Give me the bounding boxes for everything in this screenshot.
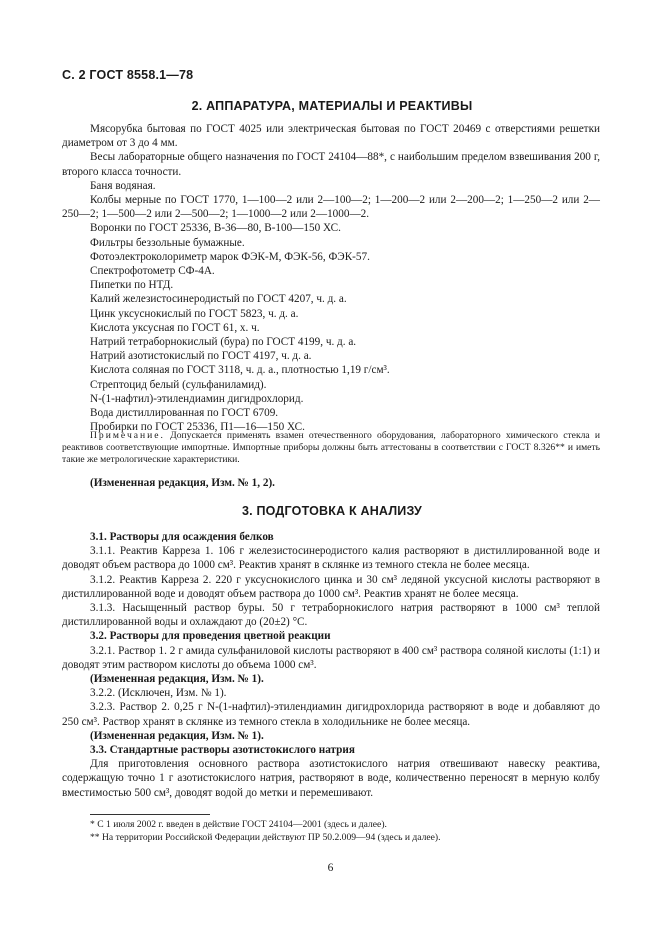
paragraph: 3.2.2. (Исключен, Изм. № 1). [90,687,227,700]
page-header: С. 2 ГОСТ 8558.1—78 [62,68,194,82]
list-item: Воронки по ГОСТ 25336, В-36—80, В-100—150 ХС. [90,222,341,235]
list-item: Калий железистосинеродистый по ГОСТ 4207, ч. д. а. [90,293,347,306]
amendment-note: (Измененная редакция, Изм. № 1, 2). [90,477,275,489]
list-item: Фильтры беззольные бумажные. [90,236,245,249]
list-item: Вода дистиллированная по ГОСТ 6709. [90,407,279,420]
paragraph: 3.2.3. Раствор 2. 0,25 г N-(1-нафтил)-этилендиамин дигидрохлорида растворяют в воде и добавляют до 250 см³. Раствор хранят в склянке из темного стекла в холодильнике не более месяца. [62,701,600,728]
section-2-items [62,122,600,434]
list-item: Колбы мерные по ГОСТ 1770, 1—100—2 или 2—100—2; 1—200—2 или 2—200—2; 1—250—2 или 2—250—2; 1—500—2 или 2—500—2; 1—1000—2 или 2—1000—2. [62,194,600,221]
paragraph: 3.1.2. Реактив Карреза 2. 220 г уксуснокислого цинка и 30 см³ ледяной уксусной кислоты растворяют в дистиллированной воде и доводят объем раствора до 1000 см³. Реактив хранят не более месяца. [62,573,600,600]
note-text: Допускается применять взамен отечественного оборудования, лабораторного химического стекла и реактивов соответствующие импортные. Импортные приборы должны быть аттестованы в соответствии с ГОСТ 8.326** и иметь такие же метрологические характеристики. [62,430,600,466]
section-2-note [62,430,600,467]
section-3-body [62,530,600,800]
section-2-amendment [62,476,600,490]
paragraph: 3.1.3. Насыщенный раствор буры. 50 г тетраборнокислого натрия растворяют в 1000 см³ теплой дистиллированной воды и охлаждают до (20±2) °С. [62,602,600,629]
list-item: Спектрофотометр СФ-4А. [90,265,215,278]
paragraph: Для приготовления основного раствора азотистокислого натрия отвешивают навеску реактива, содержащую точно 1 г азотистокислого натрия, растворяют в воде, количественно переносят в мерную колбу вместимостью 500 см³, доводят водой до метки и перемешивают. [62,758,600,799]
list-item: Кислота уксусная по ГОСТ 61, х. ч. [90,321,260,334]
footnote-divider [90,814,210,815]
amendment-note: (Измененная редакция, Изм. № 1). [90,729,264,742]
list-item: Пипетки по НТД. [90,279,174,292]
list-item: Весы лабораторные общего назначения по ГОСТ 24104—88*, с наибольшим пределом взвешивания 200 г, второго класса точности. [62,151,600,178]
paragraph: 3.1.1. Реактив Карреза 1. 106 г железистосинеродистого калия растворяют в дистиллированной воде и доводят объем раствора до 1000 см³. Реактив хранят в склянке из темного стекла не более месяца. [62,545,600,572]
list-item: Стрептоцид белый (сульфаниламид). [90,378,267,391]
footnote: ** На территории Российской Федерации действуют ПР 50.2.009—94 (здесь и далее). [90,832,441,843]
list-item: Цинк уксуснокислый по ГОСТ 5823, ч. д. а. [90,307,299,320]
note-label: Примечание. [90,430,165,441]
list-item: N-(1-нафтил)-этилендиамин дигидрохлорид. [90,392,304,405]
footnotes [62,818,600,844]
list-item: Кислота соляная по ГОСТ 3118, ч. д. а., плотностью 1,19 г/см³. [90,364,390,377]
section-3-title: 3. ПОДГОТОВКА К АНАЛИЗУ [241,504,422,518]
list-item: Мясорубка бытовая по ГОСТ 4025 или электрическая бытовая по ГОСТ 20469 с отверстиями решетки диаметром от 3 до 4 мм. [62,123,600,150]
amendment-note: (Измененная редакция, Изм. № 1). [90,673,264,686]
list-item: Пробирки по ГОСТ 25336, П1—16—150 ХС. [90,421,305,434]
list-item: Фотоэлектроколориметр марок ФЭК-М, ФЭК-56, ФЭК-57. [90,250,370,263]
subsection-title: 3.2. Растворы для проведения цветной реакции [90,630,331,643]
list-item: Натрий тетраборнокислый (бура) по ГОСТ 4199, ч. д. а. [90,336,357,349]
page-number: 6 [327,862,334,874]
section-2-title: 2. АППАРАТУРА, МАТЕРИАЛЫ И РЕАКТИВЫ [191,99,473,113]
footnote: * С 1 июля 2002 г. введен в действие ГОСТ 24104—2001 (здесь и далее). [90,819,387,830]
subsection-title: 3.3. Стандартные растворы азотистокислого натрия [90,744,355,757]
paragraph: 3.2.1. Раствор 1. 2 г амида сульфаниловой кислоты растворяют в 400 см³ раствора соляной кислоты (1:1) и доводят этим раствором кислоты до объема 1000 см³. [62,644,600,671]
list-item: Натрий азотистокислый по ГОСТ 4197, ч. д. а. [90,350,312,363]
subsection-title: 3.1. Растворы для осаждения белков [90,531,274,543]
list-item: Баня водяная. [90,179,156,192]
